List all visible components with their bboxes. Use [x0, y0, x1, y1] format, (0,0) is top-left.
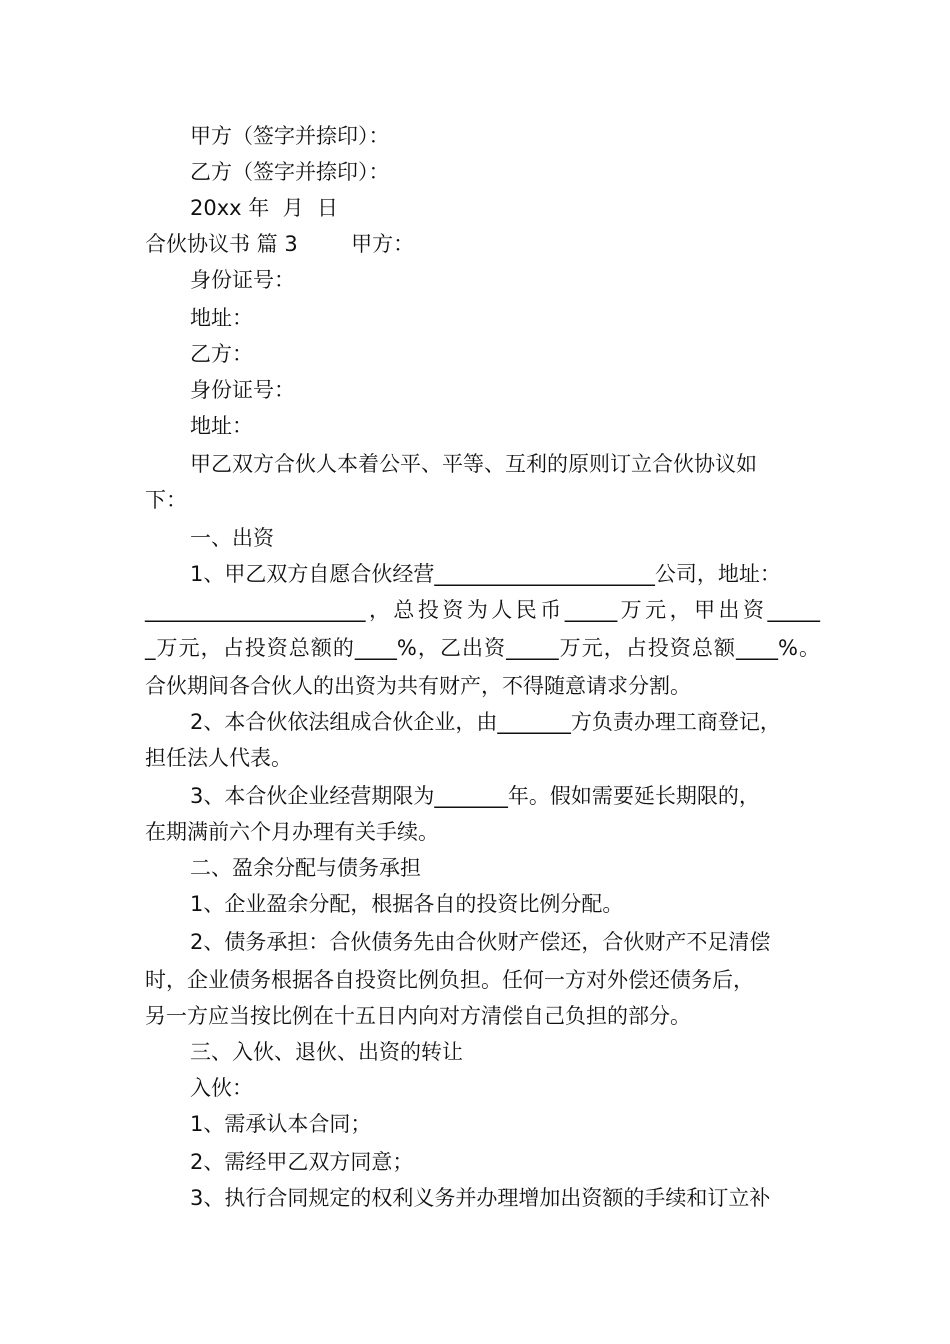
text-line: 入伙： [190, 1076, 253, 1100]
text-line: 乙方： [190, 342, 253, 366]
text-line: 地址： [190, 414, 253, 438]
list-item: 1、需承认本合同； [190, 1112, 372, 1136]
paragraph-line: 2、本合伙依法组成合伙企业，由_______方负责办理工商登记， [190, 710, 781, 734]
list-item: 2、需经甲乙双方同意； [190, 1150, 414, 1174]
date-line: 20xx 年 月 日 [190, 196, 338, 220]
clause-heading: 三、入伙、退伙、出资的转让 [190, 1040, 463, 1064]
paragraph-line: 1、企业盈余分配，根据各自的投资比例分配。 [190, 892, 624, 916]
text-line: 身份证号： [190, 378, 295, 402]
paragraph-line: 甲乙双方合伙人本着公平、平等、互利的原则订立合伙协议如 [190, 452, 757, 476]
paragraph-line: 担任法人代表。 [145, 746, 292, 770]
paragraph-line: 合伙期间各合伙人的出资为共有财产，不得随意请求分割。 [145, 674, 691, 698]
paragraph-line: 另一方应当按比例在十五日内向对方清偿自己负担的部分。 [145, 1004, 691, 1028]
paragraph-line: 2、债务承担：合伙债务先由合伙财产偿还，合伙财产不足清偿 [190, 930, 771, 954]
party-b-signature-line: 乙方（签字并捺印）： [190, 160, 390, 184]
paragraph-line: 在期满前六个月办理有关手续。 [145, 820, 439, 844]
clause-heading: 一、出资 [190, 526, 274, 550]
clause-heading: 二、盈余分配与债务承担 [190, 856, 421, 880]
paragraph-line: 下： [145, 488, 187, 512]
paragraph-line: _____________________，总投资为人民币_____万元，甲出资_____ [145, 598, 820, 622]
list-item: 3、执行合同规定的权利义务并办理增加出资额的手续和订立补 [190, 1186, 771, 1210]
party-a-signature-line: 甲方（签字并捺印）： [190, 124, 390, 148]
text-line: 身份证号： [190, 268, 295, 292]
section-heading: 合伙协议书 篇 3 甲方： [145, 232, 415, 256]
paragraph-line: 时，企业债务根据各自投资比例负担。任何一方对外偿还债务后， [145, 968, 754, 992]
paragraph-line: 1、甲乙双方自愿合伙经营_____________________公司，地址： [190, 562, 781, 586]
text-line: 地址： [190, 306, 253, 330]
paragraph-line: 3、本合伙企业经营期限为_______年。假如需要延长期限的， [190, 784, 760, 808]
paragraph-line: _万元，占投资总额的____%，乙出资_____万元，占投资总额____%。 [145, 636, 820, 660]
